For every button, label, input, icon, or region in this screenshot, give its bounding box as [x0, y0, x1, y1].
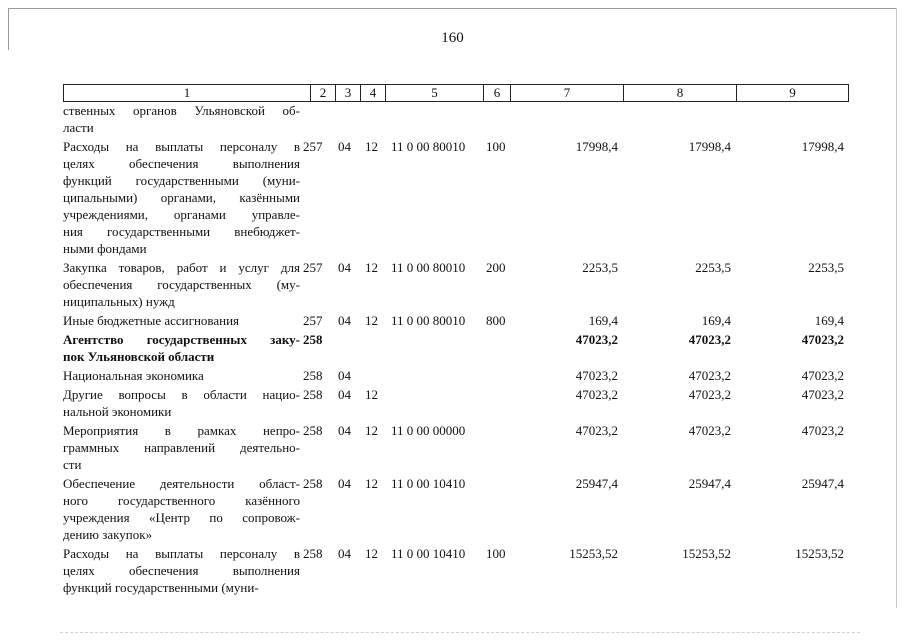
description-line: учреждения «Центр по сопровож- — [63, 510, 300, 525]
cell-amount-year-3: 25947,4 — [801, 476, 844, 491]
cell-amount-year-2: 47023,2 — [688, 332, 731, 347]
cell-amount-year-3: 169,4 — [814, 313, 844, 328]
header-col-3: 3 — [335, 84, 360, 102]
cell-target-article: 11 0 00 80010 — [391, 139, 466, 154]
cell-admin-code: 258 — [303, 423, 323, 438]
header-col-9: 9 — [736, 84, 849, 102]
cell-amount-year-1: 17998,4 — [575, 139, 618, 154]
cell-amount-year-3: 47023,2 — [801, 368, 844, 383]
cell-target-article: 11 0 00 10410 — [391, 546, 466, 561]
cell-amount-year-3: 47023,2 — [801, 332, 844, 347]
cell-amount-year-2: 47023,2 — [688, 387, 731, 402]
description-line: ственных органов Ульяновской об- — [63, 103, 300, 118]
description-line: граммных направлений деятельно- — [63, 440, 300, 455]
cell-section: 04 — [338, 476, 351, 491]
budget-table — [63, 84, 849, 596]
description-line: дению закупок» — [63, 527, 153, 542]
description-line: функций государственными (муни- — [63, 580, 259, 595]
cell-amount-year-2: 25947,4 — [688, 476, 731, 491]
cell-admin-code: 258 — [303, 368, 323, 383]
cell-amount-year-2: 2253,5 — [695, 260, 731, 275]
cell-target-article: 11 0 00 00000 — [391, 423, 466, 438]
description-line: целях обеспечения выполнения — [63, 563, 300, 578]
scan-border-bottom — [60, 632, 860, 633]
cell-amount-year-3: 2253,5 — [808, 260, 844, 275]
cell-expense-type: 800 — [486, 313, 506, 328]
description-line: Расходы на выплаты персоналу в — [63, 546, 300, 561]
table-row — [63, 138, 849, 257]
table-row — [63, 422, 849, 473]
description-line: ного государственного казённого — [63, 493, 300, 508]
table-row — [63, 331, 849, 365]
cell-admin-code: 258 — [303, 387, 323, 402]
row-description — [63, 475, 300, 543]
cell-section: 04 — [338, 139, 351, 154]
row-description — [63, 138, 300, 257]
table-row — [63, 259, 849, 310]
cell-subsection: 12 — [365, 387, 378, 402]
table-header-row — [63, 84, 849, 102]
cell-amount-year-1: 47023,2 — [575, 387, 618, 402]
table-row — [63, 475, 849, 543]
cell-amount-year-2: 17998,4 — [688, 139, 731, 154]
cell-expense-type: 100 — [486, 139, 506, 154]
cell-amount-year-3: 17998,4 — [801, 139, 844, 154]
description-line: Другие вопросы в области нацио- — [63, 387, 300, 402]
header-col-6: 6 — [483, 84, 510, 102]
table-row — [63, 545, 849, 596]
page-number: 160 — [441, 30, 464, 46]
cell-subsection: 12 — [365, 476, 378, 491]
cell-subsection: 12 — [365, 423, 378, 438]
cell-amount-year-2: 169,4 — [701, 313, 731, 328]
cell-target-article: 11 0 00 80010 — [391, 260, 466, 275]
row-description — [63, 386, 300, 420]
cell-amount-year-1: 15253,52 — [569, 546, 618, 561]
description-line: обеспечения государственных (му- — [63, 277, 300, 292]
cell-section: 04 — [338, 546, 351, 561]
cell-subsection: 12 — [365, 260, 378, 275]
cell-section: 04 — [338, 313, 351, 328]
description-line: пок Ульяновской области — [63, 349, 215, 364]
table-row — [63, 367, 849, 384]
cell-subsection: 12 — [365, 313, 378, 328]
cell-amount-year-3: 47023,2 — [801, 387, 844, 402]
cell-admin-code: 257 — [303, 313, 323, 328]
cell-amount-year-3: 47023,2 — [801, 423, 844, 438]
description-line: целях обеспечения выполнения — [63, 156, 300, 171]
cell-subsection: 12 — [365, 546, 378, 561]
cell-expense-type: 100 — [486, 546, 506, 561]
header-col-8: 8 — [623, 84, 736, 102]
header-col-1: 1 — [63, 84, 310, 102]
description-line: ния государственными внебюджет- — [63, 224, 300, 239]
description-line: сти — [63, 457, 82, 472]
cell-amount-year-1: 47023,2 — [575, 332, 618, 347]
description-line: ципальными) органами, казёнными — [63, 190, 300, 205]
cell-admin-code: 258 — [303, 546, 323, 561]
description-line: Закупка товаров, работ и услуг для — [63, 260, 300, 275]
description-line: ласти — [63, 120, 94, 135]
description-line: Национальная экономика — [63, 368, 204, 383]
cell-amount-year-2: 47023,2 — [688, 423, 731, 438]
cell-admin-code: 257 — [303, 139, 323, 154]
cell-amount-year-3: 15253,52 — [795, 546, 844, 561]
cell-amount-year-2: 15253,52 — [682, 546, 731, 561]
description-line: Иные бюджетные ассигнования — [63, 313, 240, 328]
row-description — [63, 545, 300, 596]
description-line: нальной экономики — [63, 404, 172, 419]
table-row — [63, 312, 849, 329]
description-line: Расходы на выплаты персоналу в — [63, 139, 300, 154]
description-line: учреждениями, органами управле- — [63, 207, 300, 222]
cell-amount-year-1: 47023,2 — [575, 423, 618, 438]
cell-section: 04 — [338, 387, 351, 402]
header-col-4: 4 — [360, 84, 385, 102]
scan-border-right — [896, 8, 897, 608]
description-line: Мероприятия в рамках непро- — [63, 423, 300, 438]
cell-section: 04 — [338, 260, 351, 275]
cell-amount-year-1: 47023,2 — [575, 368, 618, 383]
cell-expense-type: 200 — [486, 260, 506, 275]
row-description — [63, 259, 300, 310]
cell-amount-year-1: 2253,5 — [582, 260, 618, 275]
row-description — [63, 367, 300, 384]
header-col-5: 5 — [385, 84, 483, 102]
cell-admin-code: 258 — [303, 476, 323, 491]
scan-border-top — [8, 8, 896, 9]
description-line: ными фондами — [63, 241, 147, 256]
cell-section: 04 — [338, 423, 351, 438]
cell-amount-year-1: 25947,4 — [575, 476, 618, 491]
description-line: Обеспечение деятельности област- — [63, 476, 300, 491]
cell-section: 04 — [338, 368, 351, 383]
cell-amount-year-1: 169,4 — [588, 313, 618, 328]
cell-target-article: 11 0 00 10410 — [391, 476, 466, 491]
cell-target-article: 11 0 00 80010 — [391, 313, 466, 328]
table-row — [63, 386, 849, 420]
header-col-2: 2 — [310, 84, 335, 102]
description-line: Агентство государственных заку- — [63, 332, 300, 347]
table-row — [63, 102, 849, 136]
table-body — [63, 102, 849, 596]
description-line: функций государственными (муни- — [63, 173, 300, 188]
row-description — [63, 422, 300, 473]
row-description — [63, 331, 300, 365]
header-col-7: 7 — [510, 84, 623, 102]
cell-admin-code: 257 — [303, 260, 323, 275]
cell-amount-year-2: 47023,2 — [688, 368, 731, 383]
row-description — [63, 102, 300, 136]
cell-subsection: 12 — [365, 139, 378, 154]
row-description — [63, 312, 300, 329]
cell-admin-code: 258 — [303, 332, 323, 347]
description-line: ниципальных) нужд — [63, 294, 175, 309]
